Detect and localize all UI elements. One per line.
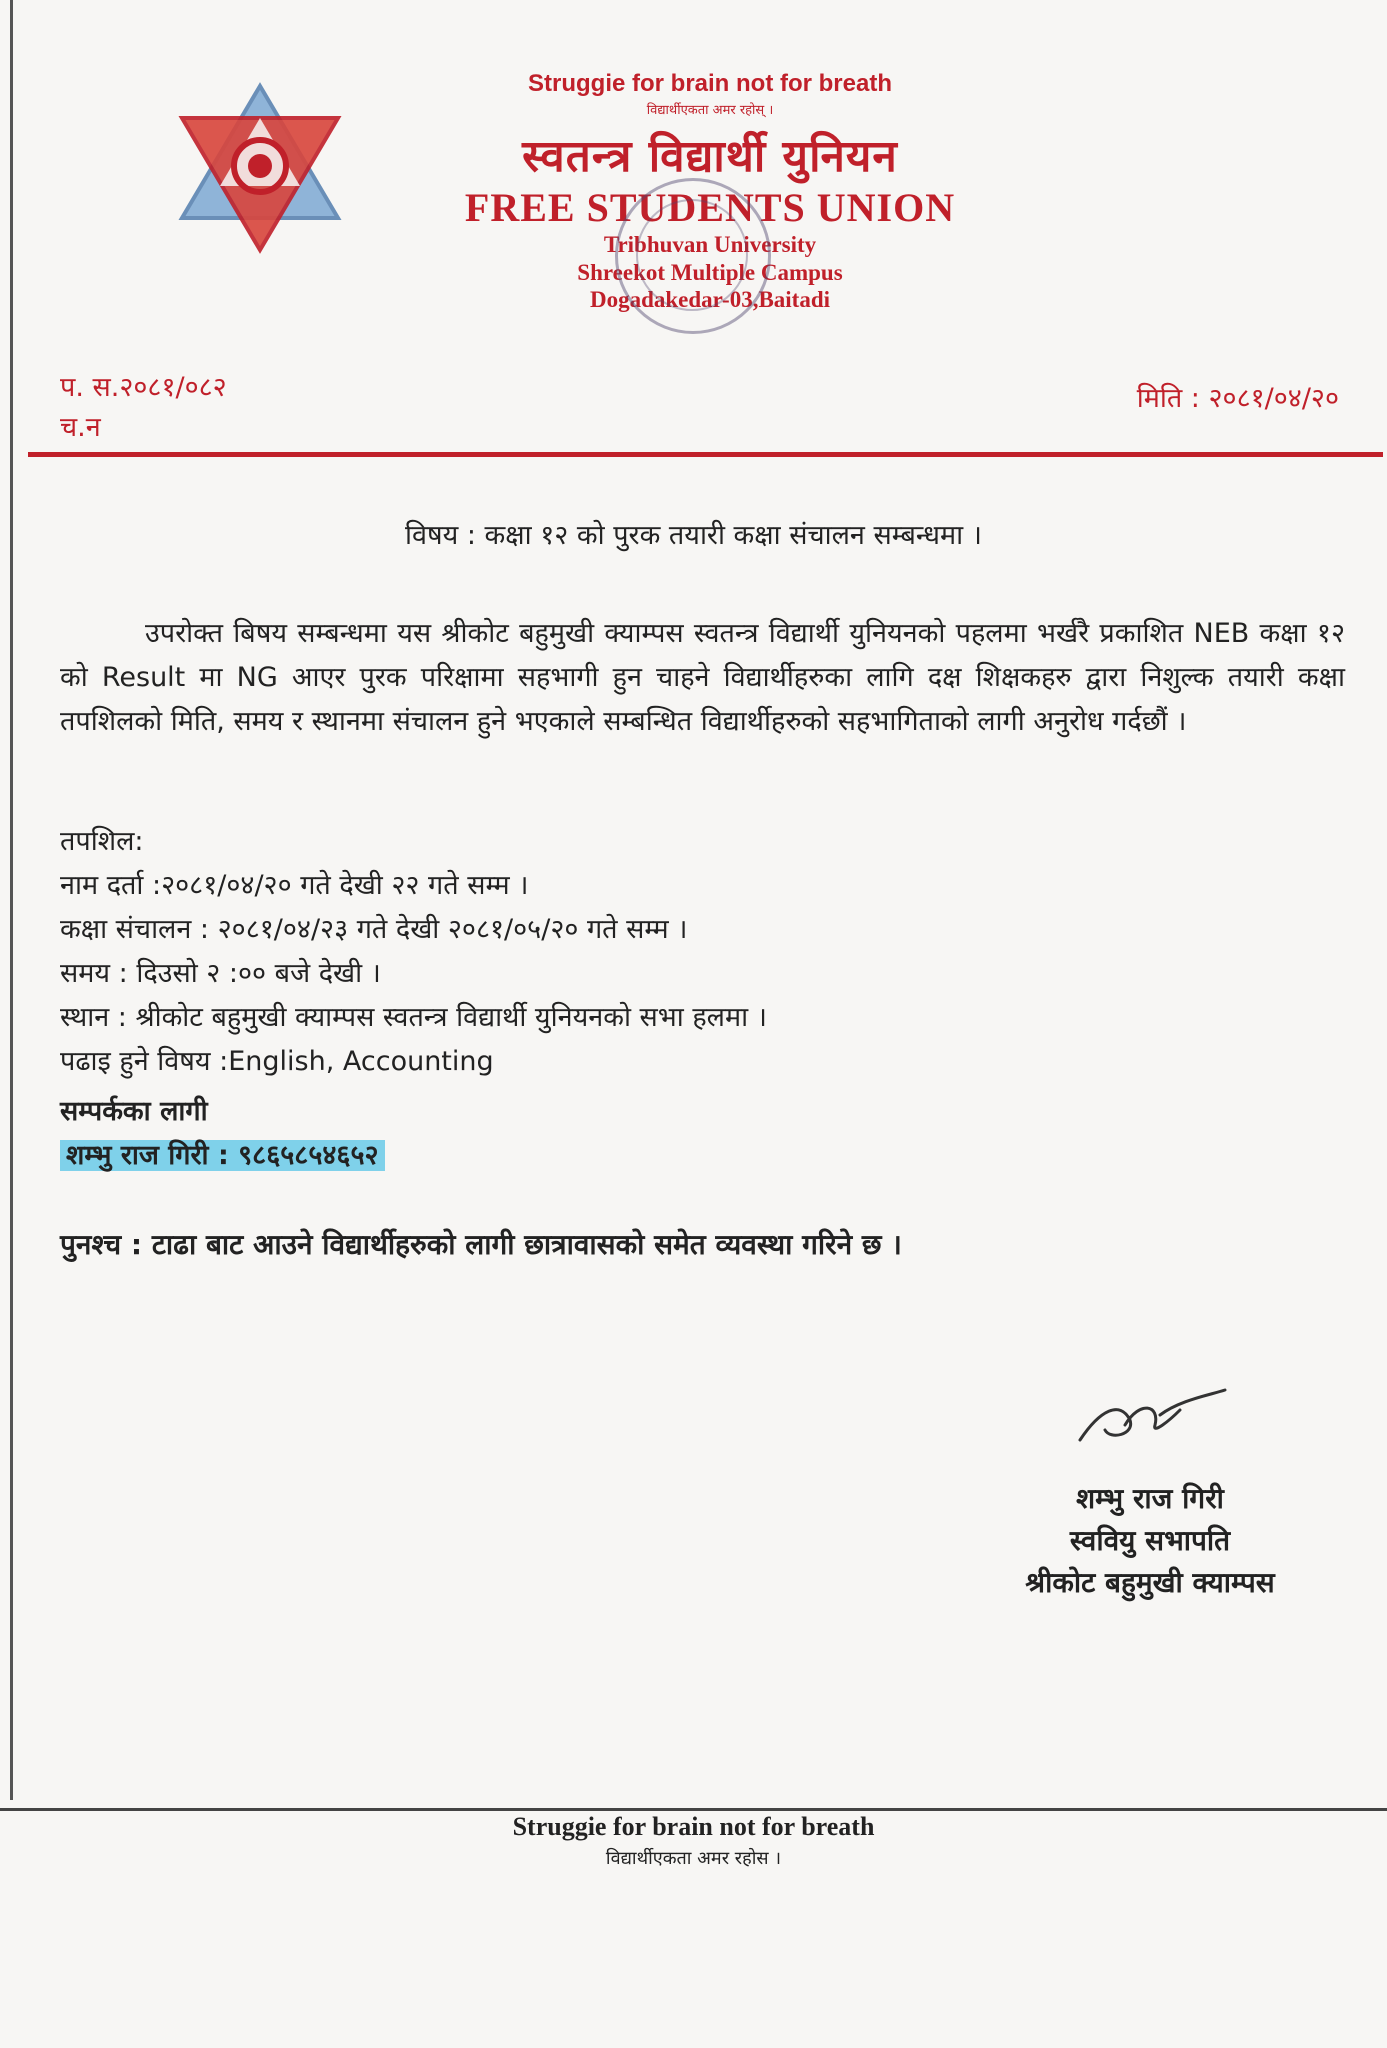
reference-block: [60, 368, 227, 448]
signer-campus: श्रीकोट बहुमुखी क्याम्पस: [1025, 1566, 1275, 1599]
campus-address: Dogadakedar-03,Baitadi: [589, 287, 831, 313]
handwritten-signature: [1070, 1380, 1230, 1450]
class-venue: स्थान : श्रीकोट बहुमुखी क्याम्पस स्वतन्त्र विद्यार्थी युनियनको सभा हलमा ।: [60, 1002, 767, 1033]
official-seal-stamp: [615, 178, 771, 334]
footer-motto: Struggie for brain not for breath: [512, 1812, 875, 1841]
class-dates: कक्षा संचालन : २०८१/०४/२३ गते देखी २०८१/०५/२० गते सम्म ।: [60, 914, 688, 945]
university-name: Tribhuvan University: [603, 232, 817, 257]
signer-title: स्ववियु सभापति: [1069, 1524, 1231, 1557]
registration-dates: नाम दर्ता :२०८१/०४/२० गते देखी २२ गते सम्म ।: [60, 870, 529, 901]
dispatch-number: च.न: [60, 412, 101, 443]
class-subjects: पढाइ हुने विषय :English, Accounting: [60, 1046, 494, 1077]
body-paragraph: उपरोक्त बिषय सम्बन्धमा यस श्रीकोट बहुमुखी क्याम्पस स्वतन्त्र विद्यार्थी युनियनको पहलमा भर्खरै प्रकाशित NEB कक्षा १२ को Result मा NG आएर पुरक परिक्षामा सहभागी हुन चाहने विद्यार्थीहरुका लागि दक्ष शिक्षकहरु द्वारा निशुल्क तयारी कक्षा तपशिलको मिति, समय र स्थानमा संचालन हुने भएकाले सम्बन्धित विद्यार्थीहरुको सहभागिताको लागी अनुरोध गर्दछौं ।: [60, 618, 1345, 737]
page-edge-line: [10, 0, 13, 1800]
letter-subject: विषय : कक्षा १२ को पुरक तयारी कक्षा संचालन सम्बन्धमा ।: [405, 520, 982, 551]
details-list: [60, 820, 1260, 1178]
contact-heading: सम्पर्कका लागी: [60, 1096, 208, 1127]
union-name-nepali: स्वतन्त्र विद्यार्थी युनियन: [522, 131, 898, 182]
union-logo: [170, 78, 350, 258]
letter-date: मिति : २०८१/०४/२०: [1136, 383, 1339, 414]
class-time: समय : दिउसो २ :०० बजे देखी ।: [60, 958, 381, 989]
letter-number: प. स.२०८१/०८२: [60, 372, 227, 403]
header-motto-sub: विद्यार्थीएकता अमर रहोस् ।: [646, 103, 774, 118]
contact-line: [60, 1134, 1260, 1178]
footer: [0, 1812, 1387, 1870]
footer-motto-sub: विद्यार्थीएकता अमर रहोस ।: [605, 1848, 782, 1869]
header-motto: Struggie for brain not for breath: [528, 70, 892, 97]
contact-highlight: शम्भु राज गिरी : ९८६५८५४६५२: [60, 1140, 385, 1171]
details-heading: तपशिल:: [60, 826, 144, 857]
union-name-english: FREE STUDENTS UNION: [464, 185, 956, 230]
footer-divider: [0, 1808, 1387, 1811]
signer-block: [960, 1478, 1340, 1604]
header-divider: [28, 452, 1383, 457]
signer-name: शम्भु राज गिरी: [1076, 1482, 1224, 1515]
campus-name: Shreekot Multiple Campus: [577, 259, 843, 285]
postscript: पुनश्च : टाढा बाट आउने विद्यार्थीहरुको लागी छात्रावासको समेत व्यवस्था गरिने छ ।: [60, 1228, 902, 1261]
